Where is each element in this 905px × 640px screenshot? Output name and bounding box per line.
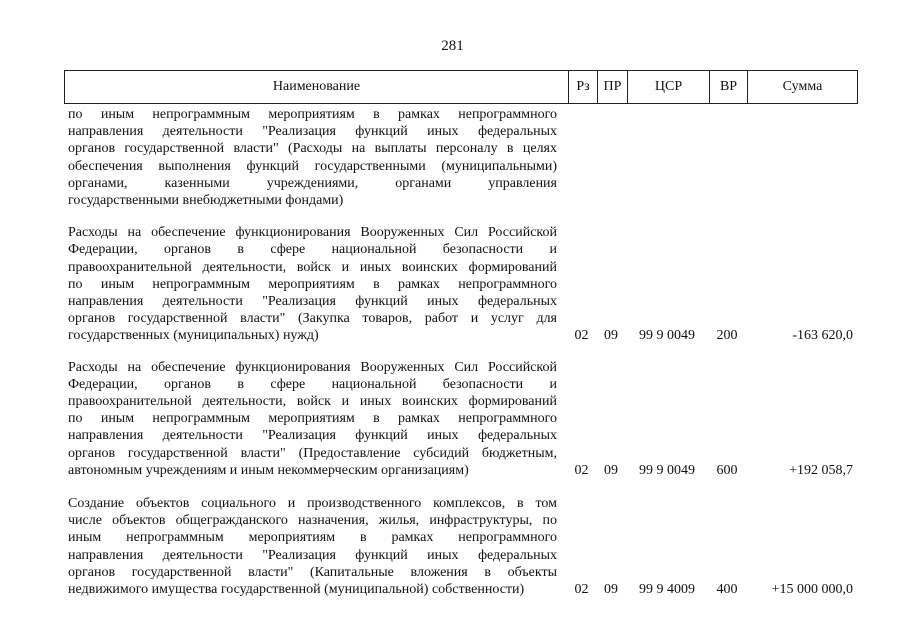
row-name-line: государственных (муниципальных) нужд): [68, 328, 319, 344]
header-sum: Сумма: [747, 71, 857, 103]
row-name-line: правоохранительной деятельности, войск и иных воинских формирований: [68, 394, 557, 410]
row-name-line: Федерации, органов в сфере национальной безопасности и: [68, 376, 557, 392]
row-vr: 600: [716, 462, 738, 478]
row-rz: 02: [574, 582, 589, 598]
header-pr: ПР: [597, 71, 627, 103]
row-name-line: по иным непрограммным мероприятиям в рамках непрограммного: [68, 276, 557, 292]
header-csr: ЦСР: [627, 71, 709, 103]
row-name-line: Создание объектов социального и производственного комплексов, в том: [68, 496, 557, 512]
row-csr: 99 9 0049: [639, 328, 695, 344]
table-header: [64, 70, 858, 104]
row-name: [64, 359, 567, 479]
row-name-line: Федерации, органов в сфере национальной безопасности и: [68, 242, 557, 258]
row-rz: 02: [574, 328, 589, 344]
row-csr: 99 9 4009: [639, 582, 695, 598]
row-sum: +192 058,7: [789, 462, 853, 478]
table-row: [64, 106, 858, 209]
row-name-line: обеспечения выполнения функций государственными (муниципальными): [68, 158, 557, 174]
row-vr: 200: [716, 328, 738, 344]
header-rz: Рз: [568, 71, 597, 103]
row-name-line: направления деятельности "Реализация функций иных федеральных: [68, 294, 557, 310]
row-name-line: государственными внебюджетными фондами): [68, 193, 344, 209]
row-name-line: Расходы на обеспечение функционирования Вооруженных Сил Российской: [68, 225, 557, 241]
table-row: [64, 359, 858, 479]
row-name-line: органов государственной власти" (Капитальные вложения в объекты: [68, 564, 557, 580]
row-rz: 02: [574, 462, 589, 478]
row-name-line: по иным непрограммным мероприятиям в рамках непрограммного: [68, 411, 557, 427]
row-csr: 99 9 0049: [639, 462, 695, 478]
row-name-line: правоохранительной деятельности, войск и иных воинских формирований: [68, 259, 557, 275]
row-name-line: направления деятельности "Реализация функций иных федеральных: [68, 428, 557, 444]
row-name-line: направления деятельности "Реализация функций иных федеральных: [68, 547, 557, 563]
page-number: 281: [441, 38, 464, 54]
row-name: [64, 106, 567, 209]
row-name: [64, 495, 567, 598]
header-name: Наименование: [272, 79, 361, 94]
header-vr: ВР: [709, 71, 747, 103]
row-name-line: автономным учреждениям и иным некоммерческим организациям): [68, 462, 469, 478]
budget-table: [64, 70, 858, 598]
row-name-line: органами, казенными учреждениями, органами управления: [68, 175, 557, 191]
row-name-line: органов государственной власти" (Закупка товаров, работ и услуг для: [68, 311, 557, 327]
row-sum: +15 000 000,0: [771, 582, 853, 598]
row-sum: -163 620,0: [792, 328, 853, 344]
row-vr: 400: [716, 582, 738, 598]
row-name: [64, 224, 567, 344]
table-row: [64, 224, 858, 344]
row-name-line: органов государственной власти" (Предоставление субсидий бюджетным,: [68, 445, 557, 461]
row-name-line: направления деятельности "Реализация функций иных федеральных: [68, 124, 557, 140]
row-pr: 09: [604, 462, 618, 478]
row-name-line: недвижимого имущества государственной (муниципальной) собственности): [68, 582, 525, 598]
row-name-line: Расходы на обеспечение функционирования Вооруженных Сил Российской: [68, 359, 557, 375]
row-name-line: иным непрограммным мероприятиям в рамках непрограммного: [68, 530, 557, 546]
row-name-line: числе объектов общегражданского назначения, жилья, инфраструктуры, по: [68, 513, 557, 529]
row-name-line: органов государственной власти" (Расходы на выплаты персоналу в целях: [68, 141, 557, 157]
row-pr: 09: [604, 582, 618, 598]
row-name-line: по иным непрограммным мероприятиям в рамках непрограммного: [68, 107, 557, 122]
row-pr: 09: [604, 328, 618, 344]
table-row: [64, 495, 858, 598]
